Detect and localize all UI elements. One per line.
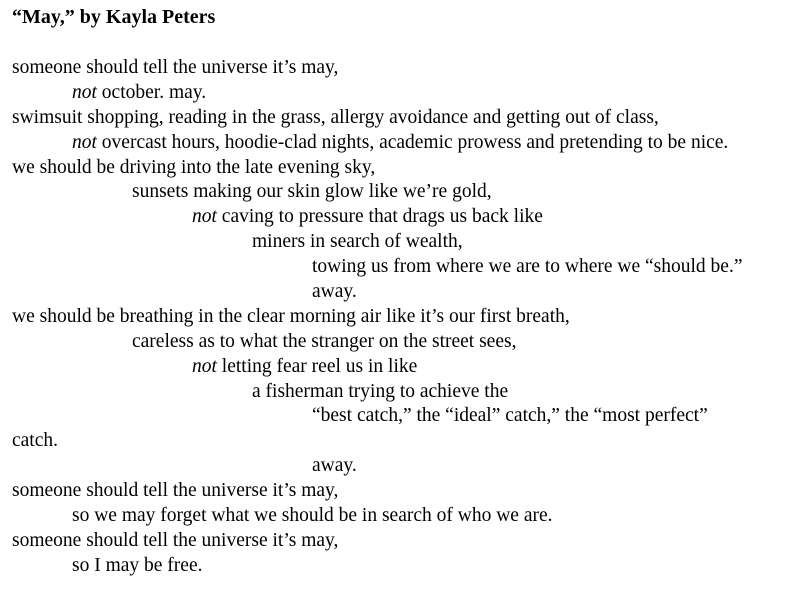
poem-line: away. — [312, 281, 357, 303]
emphasis-word: not — [192, 206, 217, 228]
poem-body — [12, 56, 797, 579]
poem-line: catch. — [12, 430, 59, 452]
poem-line: we should be driving into the late evening sky, — [12, 156, 376, 178]
line-text: letting fear reel us in like — [216, 355, 418, 377]
poem-line — [12, 81, 797, 106]
poem-line: careless as to what the stranger on the street sees, — [132, 330, 517, 352]
poem-line: “best catch,” the “ideal” catch,” the “most perfect” — [312, 405, 708, 427]
emphasis-word: not — [192, 355, 217, 377]
poem-line: someone should tell the universe it’s may, — [12, 529, 339, 551]
poem-line: away. — [312, 455, 357, 477]
line-text: overcast hours, hoodie-clad nights, academic prowess and pretending to be nice. — [96, 131, 729, 153]
poem-line — [12, 355, 797, 380]
poem-line: miners in search of wealth, — [252, 231, 463, 253]
poem-line: we should be breathing in the clear morning air like it’s our first breath, — [12, 305, 570, 327]
poem-line: sunsets making our skin glow like we’re gold, — [132, 181, 492, 203]
poem-line: someone should tell the universe it’s may, — [12, 480, 339, 502]
line-text: caving to pressure that drags us back like — [216, 206, 543, 228]
poem-line — [12, 131, 797, 156]
emphasis-word: not — [72, 81, 97, 103]
emphasis-word: not — [72, 131, 97, 153]
poem-line: someone should tell the universe it’s may, — [12, 57, 339, 78]
poem-line: so we may forget what we should be in search of who we are. — [72, 505, 553, 527]
line-text: october. may. — [96, 81, 207, 103]
poem-title: “May,” by Kayla Peters — [12, 6, 216, 28]
poem-line — [12, 205, 797, 230]
poem-line: a fisherman trying to achieve the — [252, 380, 509, 402]
poem-line: towing us from where we are to where we “should be.” — [312, 256, 743, 278]
poem-line: so I may be free. — [72, 554, 203, 576]
poem-line: swimsuit shopping, reading in the grass, allergy avoidance and getting out of class, — [12, 106, 659, 128]
